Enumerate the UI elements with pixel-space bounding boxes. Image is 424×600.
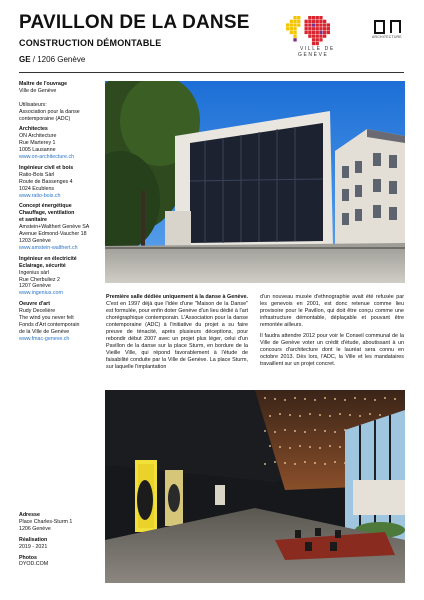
credit-line: Rue Marterey 1 xyxy=(19,140,56,147)
logo-pixel xyxy=(323,23,326,26)
project-info xyxy=(19,512,101,572)
logo-pixel xyxy=(316,42,319,45)
logo-pixel xyxy=(312,35,315,38)
logo-pixel xyxy=(293,23,296,26)
logo-pixel xyxy=(290,20,293,23)
logo-pixel xyxy=(305,23,308,26)
info-heading: Adresse xyxy=(19,512,40,518)
ceiling-light xyxy=(309,413,311,415)
credit-line: Ville de Genève xyxy=(19,87,57,94)
artwork-link[interactable]: www.fmac-geneve.ch xyxy=(19,335,70,342)
ceiling-light xyxy=(269,415,271,417)
ceiling-light xyxy=(359,415,361,417)
logo-pixel xyxy=(312,27,315,30)
ceiling-light xyxy=(264,430,266,432)
lead-sentence: Première salle dédiée uniquement à la danse à Genève. xyxy=(106,294,248,300)
ceiling-light xyxy=(349,414,351,416)
ceiling-light xyxy=(264,397,266,399)
credit-line: Amstein+Walthert Genève SA xyxy=(19,224,90,231)
paragraph-text: C'est en 1997 déjà que l'idée d'une "Maison de la Danse" est formulée, pour enfin doter Genève d'un lieu dédié à l'art chorégraphique contemporain. L'Association pour la danse contemporaine (ADC) à l'initiative du projet a su faire preuve de ténacité, après plusieurs déceptions, pour rebondir début 2007 avec un projet plus léger, celui d'un Pavillon de la danse sur la place Sturm, en bordure de la Vieille Ville, qui répond favorablement à l'étude de faisabilité conduite par la Ville de Genève. La place Sturm, sur laquelle l'implantation xyxy=(106,300,248,370)
ceiling-light xyxy=(294,430,296,432)
ville-de-geneve-wordmark xyxy=(286,46,335,58)
ceiling-light xyxy=(304,398,306,400)
ceiling-light xyxy=(284,429,286,431)
credit-line: Utilisateurs: xyxy=(19,101,47,108)
logo-pixel xyxy=(316,38,319,41)
info-line: 1206 Genève xyxy=(19,525,51,532)
ceiling-light xyxy=(334,461,336,463)
exterior-photo xyxy=(105,81,405,283)
ceiling-light xyxy=(279,446,281,448)
architects-link[interactable]: www.on-architecture.ch xyxy=(19,154,75,161)
credit-heading: Eclairage, sécurité xyxy=(19,262,66,269)
ceiling-light xyxy=(319,447,321,449)
logo-pixel xyxy=(316,31,319,34)
ceiling-light xyxy=(384,397,386,399)
energy-link[interactable]: www.amstein-walthert.ch xyxy=(19,244,78,251)
civil-engineer-link[interactable]: www.ratio-bois.ch xyxy=(19,192,61,199)
ceiling-light xyxy=(274,431,276,433)
logo-pixel xyxy=(319,35,322,38)
credit-heading: Oeuvre d'art xyxy=(19,301,50,308)
logo-pixel xyxy=(290,23,293,26)
ceiling-light xyxy=(324,430,326,432)
page-title: PAVILLON DE LA DANSE xyxy=(19,12,250,33)
ceiling-light xyxy=(274,461,276,463)
logo-pixel xyxy=(290,31,293,34)
ceiling-light xyxy=(299,415,301,417)
logo-pixel xyxy=(290,27,293,30)
ceiling-light xyxy=(344,399,346,401)
logo-pixel xyxy=(293,38,296,41)
info-photos xyxy=(19,555,101,569)
logo-pixel xyxy=(316,16,319,19)
credit-line: Fonds d'Art contemporain xyxy=(19,321,80,328)
logo-pixel xyxy=(323,35,326,38)
credit-block-energy xyxy=(19,203,101,251)
logo-pixel xyxy=(305,31,308,34)
location-line xyxy=(19,55,85,64)
canton-code: GE xyxy=(19,55,31,64)
logo-pixel xyxy=(286,27,289,30)
body-paragraph: Il faudra attendre 2012 pour voir le Conseil communal de la Ville de Genève voter un crédit d'étude, aboutissant à un concours d'architecture dont le lauréat sera connu en octobre 2013. Dès lors, l'ADC, la Ville et les mandataires travaillent sur un projet concret. xyxy=(260,332,404,367)
credit-heading: et sanitaire xyxy=(19,217,47,224)
interior-photo xyxy=(105,390,405,583)
ceiling-light xyxy=(284,399,286,401)
logo-pixel xyxy=(323,27,326,30)
credit-line: Ratio-Bois Sàrl xyxy=(19,171,55,178)
logo-pixel xyxy=(293,27,296,30)
logo-pixel xyxy=(312,20,315,23)
credit-line: Avenue Edmond-Vaucher 18 xyxy=(19,231,87,238)
credit-line: contemporaine (ADC) xyxy=(19,115,71,122)
ceiling-light xyxy=(319,414,321,416)
credit-line: 1005 Lausanne xyxy=(19,147,56,154)
ceiling-light xyxy=(304,461,306,463)
logo-pixel xyxy=(327,31,330,34)
credit-line: The wind you never felt xyxy=(19,315,74,322)
ceiling-light xyxy=(314,462,316,464)
ceiling-light xyxy=(394,398,396,400)
logo-pixel xyxy=(316,27,319,30)
credit-line: 1024 Ecublens xyxy=(19,185,55,192)
ceiling-light xyxy=(294,463,296,465)
credit-block-owner xyxy=(19,81,101,122)
logo-pixel xyxy=(319,16,322,19)
logo-pixel xyxy=(316,23,319,26)
credit-heading: Chauffage, ventilation xyxy=(19,210,75,217)
credit-heading: Ingénieur civil et bois xyxy=(19,164,74,171)
body-text-column-1 xyxy=(106,294,248,374)
ceiling-light xyxy=(284,462,286,464)
electrical-link[interactable]: www.ingenius.com xyxy=(19,290,63,297)
header-rule xyxy=(19,72,404,73)
logo-pixel xyxy=(293,16,296,19)
logo-pixel xyxy=(308,27,311,30)
logo-pixel xyxy=(297,23,300,26)
logo-pixel xyxy=(305,20,308,23)
ceiling-light xyxy=(289,414,291,416)
ceiling-light xyxy=(374,399,376,401)
logo-pixel xyxy=(316,35,319,38)
ceiling-light xyxy=(294,397,296,399)
info-realisation xyxy=(19,537,101,551)
credit-line: 1203 Genève xyxy=(19,238,51,245)
ceiling-light xyxy=(364,398,366,400)
logo-pixel xyxy=(297,16,300,19)
ceiling-light xyxy=(329,415,331,417)
credit-heading: Architectes xyxy=(19,126,48,133)
info-heading: Photos xyxy=(19,554,37,561)
info-address xyxy=(19,512,101,533)
ceiling-light xyxy=(369,413,371,415)
logo-pixel xyxy=(312,42,315,45)
ceiling-light xyxy=(339,413,341,415)
credit-block-architects xyxy=(19,126,101,161)
logo-pixel xyxy=(327,27,330,30)
credit-heading: Concept énergétique xyxy=(19,203,72,210)
logo-pixel xyxy=(319,20,322,23)
credits-sidebar xyxy=(19,81,101,347)
logo-pixel xyxy=(327,23,330,26)
credit-heading: Ingénieur en électricité xyxy=(19,255,77,262)
logo-pixel xyxy=(319,38,322,41)
ville-line1: VILLE DE xyxy=(300,46,335,52)
body-paragraph: d'un nouveau musée d'ethnographie avait été refusée par les genevois en 2001, est donc retenue comme lieu provisoire pour le Pavillon, qui doit être conçu comme une infrastructure démontable, déplaçable et pouvant être remontée ailleurs. xyxy=(260,294,404,328)
credit-line: Ingenius sàrl xyxy=(19,269,50,276)
ceiling-light xyxy=(379,414,381,416)
ceiling-light xyxy=(324,397,326,399)
ceiling-light xyxy=(289,447,291,449)
info-line: 2019 - 2021 xyxy=(19,543,48,550)
logo-pixel xyxy=(308,31,311,34)
body-text-column-2 xyxy=(260,294,404,372)
logo-pixel xyxy=(293,20,296,23)
logo-pixel xyxy=(312,31,315,34)
logo-pixel xyxy=(297,20,300,23)
logo-pixel xyxy=(305,27,308,30)
logo-pixel xyxy=(319,31,322,34)
logo-pixel xyxy=(286,23,289,26)
credit-line: Rue Cherbuliez 2 xyxy=(19,276,60,283)
logo-pixel xyxy=(312,38,315,41)
credit-line: 1207 Genève xyxy=(19,283,51,290)
ceiling-light xyxy=(339,446,341,448)
ville-line2: GENÈVE xyxy=(298,52,329,58)
credit-heading: Maître de l'ouvrage xyxy=(19,81,68,87)
credit-line: ON Architecture xyxy=(19,133,57,140)
logo-pixel xyxy=(293,35,296,38)
ceiling-light xyxy=(309,446,311,448)
credit-line: Route de Bassenges 4 xyxy=(19,178,73,185)
ceiling-light xyxy=(314,429,316,431)
body-paragraph xyxy=(106,294,248,370)
info-line: DYOD.COM xyxy=(19,561,49,568)
info-line: Place Charles-Sturm 1 xyxy=(19,518,73,525)
credit-block-electrical xyxy=(19,256,101,297)
credit-line: de la Ville de Genève xyxy=(19,328,70,335)
logo-pixel xyxy=(308,20,311,23)
page-subtitle: CONSTRUCTION DÉMONTABLE xyxy=(19,38,162,48)
ceiling-light xyxy=(314,399,316,401)
ceiling-light xyxy=(329,445,331,447)
ceiling-light xyxy=(304,431,306,433)
logo-pixel xyxy=(316,20,319,23)
credit-block-civil-engineer xyxy=(19,165,101,200)
ceiling-light xyxy=(299,445,301,447)
credit-block-artwork xyxy=(19,301,101,342)
info-heading: Réalisation xyxy=(19,536,48,543)
credit-line: Association pour la danse xyxy=(19,108,80,115)
logo-pixel xyxy=(308,23,311,26)
logo-pixel xyxy=(308,35,311,38)
ceiling-light xyxy=(274,398,276,400)
ceiling-light xyxy=(334,398,336,400)
logo-pixel xyxy=(323,31,326,34)
ceiling-light xyxy=(269,445,271,447)
ceiling-light xyxy=(354,397,356,399)
logo-pixel xyxy=(312,23,315,26)
logo-pixel xyxy=(319,23,322,26)
ceiling-light xyxy=(264,463,266,465)
logo-pixel xyxy=(293,31,296,34)
on-architecture-label: ARCHITECTURE xyxy=(372,35,402,39)
location-city: / 1206 Genève xyxy=(30,55,86,64)
logo-pixel xyxy=(308,16,311,19)
ceiling-light xyxy=(279,413,281,415)
ceiling-light xyxy=(334,431,336,433)
ceiling-light xyxy=(324,463,326,465)
logo-pixel xyxy=(319,27,322,30)
logo-pixel xyxy=(312,16,315,19)
credit-line: Rudy Decelière xyxy=(19,308,56,315)
logo-pixel xyxy=(323,20,326,23)
